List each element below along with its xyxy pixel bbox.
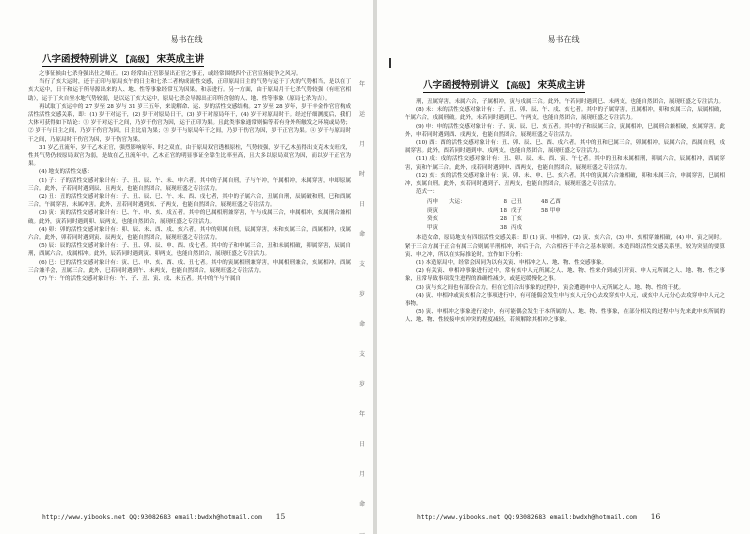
margin-mark: 岁 — [359, 291, 366, 298]
paragraph: 本造女命，原局地支有四组活性交感关系：即 (1) 寅、申相冲，(2) 寅、亥六合，(3) 申、亥相穿兼相破，(4) 申、寅之同时。紧于三合方属于正合有属三合则属半刑相冲，冲后于合，六合相容于半合之基本原则。本造四组活性交感关系里，较为突显的要算寅、申之冲，所以在实际推论时，宜作如下分析： — [405, 235, 725, 258]
left-page-number: 15 — [275, 512, 286, 521]
chart-row — [427, 207, 725, 216]
paragraph: (8) 未：未的活性交感对象计有：子、丑、卯、辰、午、戌、亥七者。其中的子属穿害，丑属相冲，卯和亥属三合，辰属相破，午属六合，戌属刑破。此外，未若同时遇到巳、午两支，也能自然团合，展现旺盛之专注活力。 — [405, 107, 725, 122]
paragraph: (4) 地支的活性交感： — [39, 169, 93, 176]
left-margin-annotations — [359, 70, 369, 550]
left-body-text — [28, 70, 351, 283]
luck-label-cell — [449, 207, 485, 216]
luck-pillar-cell — [541, 215, 571, 224]
pillar-cell: 丙申 — [427, 199, 439, 206]
paragraph: (3) 寅：寅的活性交感对象计有：巳、午、申、亥、戌五者。其中的巳属相刑兼穿害，午与戌属三合，申属相冲，亥属刑合兼相破。此外，寅若同时遇到卯、辰两支，也能自然团合，展现旺盛之专注活力。 — [28, 210, 351, 225]
margin-mark: 命 — [359, 231, 366, 238]
left-footer-url: http://www.yibooks.net QQ:93082683 email:bwdxh@hotmail.com — [42, 514, 262, 521]
luck-pillar-cell: 己丑 — [511, 199, 523, 206]
right-page — [377, 0, 750, 534]
paragraph: 之事征候由七杀身强出仕之师正。(2) 经常由正官影显出正官之事正，或经常围绕四个正官宣扬徒争之风习。 — [39, 71, 302, 77]
pillar-cell: 甲寅 — [427, 224, 439, 231]
scan-mark — [389, 58, 391, 68]
margin-mark: 命 — [359, 501, 366, 508]
right-lecture-banner — [423, 78, 585, 93]
pillar-cell: 癸亥 — [427, 216, 439, 223]
paragraph: (2) 有关寅、申相冲事象进行过中，常有亥中人元所属之人、地、物、性来介到或引开寅、申人元所属之人、地、物、性之事象，且常导致事项发生进程的准确性减少，或延迟缓慢化之事。 — [405, 268, 725, 283]
luck-age-cell: 38 — [500, 224, 507, 231]
luck-label-cell — [449, 215, 485, 224]
left-page — [0, 0, 373, 538]
paragraph: (5) 辰：辰的活性交感对象计有：子、丑、卯、辰、申、酉、戌七者。其中的子和申属三合，丑和未属相破，卯属穿害，辰属自刑，酉属六合，戌属相冲。此外，辰若同时遇到寅、卯两支，也能自然团合，展现旺盛之专注活力。 — [28, 243, 351, 258]
paragraph: (12) 亥：亥的活性交感对象计有：寅、卯、未、申、巳、亥六者。其中的寅属六合兼相破，卯和未属三合，申属穿害，巳属相冲，亥属自刑。此外，亥若同时遇到子、丑两支，也能自然团合，展现旺盛之专注活力。 — [405, 172, 725, 188]
margin-mark: 岁 — [359, 381, 366, 388]
paragraph: 当行了亥大运时，还于正印与原局亥午的日主和七杀二者构成流性交感，正印原局日主的气势与运于丁火的气势相当，是以在丁亥大运中，日干和运于所导源出来的人、地、性等事象经常互为因果，和亲进行。另一方面，由于原局月干七杀气势较强（有旺官相助），运于丁火自坐水地气势较弱，是以运丁亥大运中，原局七杀会导源出正印所含射的人、地、性等事象（原局七杀为吉）。 — [28, 79, 351, 102]
margin-mark: 年 — [359, 81, 366, 88]
right-page-header: 易书在线 — [547, 35, 580, 44]
margin-mark: 日 — [359, 441, 366, 448]
paragraph: (2) 丑：丑的活性交感对象计有：子、丑、辰、巳、午、未、酉、戌七者，其中的子属六合，丑属自刑，辰属破和刑，巳和酉属三合，午属穿害，未属冲害。此外，丑若同时遇到亥、子两支，也能自然团合，展现旺盛之专注活力。 — [28, 194, 351, 209]
margin-mark: 时 — [359, 171, 366, 178]
paragraph: 再试取丁亥运中的 27 岁至 28 岁与 31 岁三五年，来说解命、运、岁的活性交感结构。27 岁至 28 岁年，岁干辛金作官官构成活性活性交感关系，即：(1) 岁干对运干，(2) 岁干对原局日干，(3) 岁干对原局年干，(4) 岁干对原局时干。经过仔细测度后，我们大体可获得如下结论：① 岁干对运干之间，乃岁干伤官为因，运于正印为果。且此类事象通常则偏等若有身外所触发之环境或局势；② 岁干与日主之间，乃岁干伤官为因，日主比肩为果；③ 岁干与原局年干之间，乃岁干伤官为因，岁干正官为果。④ 岁干与原局时干之间，乃原局时干伤官为因，岁干伤官为果。 — [28, 103, 351, 143]
paragraph: (3) 寅与亥之间也有部份合力，但在它们合出事象的过程中，寅会遭遇申中人元所属之人、地、物、性的干扰。 — [416, 284, 685, 291]
right-body-text — [405, 98, 725, 325]
luck-pillar-cell: 丁亥 — [511, 216, 523, 223]
left-banner-level: 【高级】 — [121, 54, 154, 64]
margin-mark: 支 — [359, 261, 366, 268]
chart-row — [427, 224, 725, 233]
margin-mark: 支 — [359, 351, 366, 358]
margin-mark: 年 — [359, 411, 366, 418]
paragraph: (4) 卯：卯的活性交感对象计有：卯、辰、未、酉、戌、亥六者。其中的卯属自刑，辰属穿害，未和亥属三合，酉属相冲，戌属六合。此外，卯若同时遇到寅、辰两支，也能自然团合，展现旺盛之专注活力。 — [28, 226, 351, 242]
luck-pillar-cell: 丙戌 — [511, 224, 523, 231]
paragraph: 31 岁乙丑流年，岁干乙木正官，强烈影响原年、时之双直，由于原局双官透根原柱，气势较强，岁干乙木虽得出支克木支旺戊，性其气势仍较原局双官为弱，是故在乙丑流年中，乙木正官的明显事证全靠生比率至高，且大多以原局双官为因，而以岁干正官为果。 — [28, 144, 351, 168]
right-page-footer — [377, 512, 750, 521]
left-page-header: 易书在线 — [170, 35, 203, 44]
right-page-number: 16 — [650, 512, 661, 521]
paragraph: (10) 酉：酉的活性交感对象计有：丑、卯、辰、巳、酉、戌六者。其中的丑和巳属三合，卯属相冲，辰属六合，酉属自刑，戌属穿害。此外，酉若同时遇到申、戌两支，也能自然团合，展现旺盛之专注活力。 — [405, 140, 725, 155]
luck-age-cell: 8 — [503, 199, 507, 206]
paragraph: (6) 巳：巳的活性交感对象计有：寅、巳、申、亥、酉、戌、丑七者。其中的寅属相刑兼穿害，申属相刑兼合，亥属相冲。酉属三合兼半会，丑属三合。此外，巳若同时遇到午、未两支，也能自然团合，展现旺盛之专注活力。 — [28, 259, 351, 274]
margin-mark: 日 — [359, 201, 366, 208]
luck-pillar-cell: 戊子 — [511, 207, 523, 214]
margin-mark: 月 — [359, 141, 366, 148]
chart-row — [427, 215, 725, 224]
paragraph: 刑，丑属穿害，未属六合，子属相冲，寅与戌属三合。此外，午若同时遇到巳、未两支，也能自然团合，展现旺盛之专注活力。 — [416, 99, 725, 105]
margin-mark: 一 — [359, 531, 366, 538]
chart-row — [427, 198, 725, 207]
bazi-chart — [427, 198, 725, 232]
luck-age-cell: 18 — [500, 207, 507, 214]
pillar-cell: 庚寅 — [427, 207, 439, 214]
paragraph: (9) 申：申的活性交感对象计有：子、寅、辰、巳、亥五者。其中的子和辰属三合，寅属相冲，巳属刑合兼相破，亥属穿害。此外，申若同时遇到酉、戌两支，也能自然团合，展现旺盛之专注活力。 — [405, 123, 725, 138]
left-page-footer — [0, 512, 373, 521]
left-banner-title: 八字函授特别讲义 — [42, 54, 119, 65]
paragraph: 范式一： — [416, 189, 439, 196]
paragraph: (7) 午：午的活性交感对象计有：午、子、丑、寅、戌、未五者。其中的午与午属自 — [39, 276, 242, 283]
right-banner-author: 宋英成主讲 — [537, 80, 586, 91]
right-banner-title: 八字函授特别讲义 — [423, 80, 500, 91]
right-banner-level: 【高级】 — [502, 80, 535, 90]
paragraph: (5) 寅、申相冲之事象进行途中，有可能偶会发生于本所属的人、地、物、性事象，在部分相关的过程中与先来此申亥所属的人、地、物、性较接申亥冲突的程度减轻，若须解除其相冲之事象。 — [405, 309, 725, 324]
left-lecture-banner — [42, 52, 204, 67]
paragraph: (11) 戌：戌的活性交感对象计有：丑、卯、辰、未、酉、寅、午七者。其中的丑和未属相刑，卯属六合，辰属相冲，酉属穿害，寅和午属三合。此外，戌若同时遇到申、酉两支，也能自然团合，展现旺盛之专注活力。 — [405, 156, 725, 171]
luck-pillar-cell — [541, 224, 571, 233]
luck-label-cell — [449, 224, 485, 233]
paragraph: (1) 本造原局中，经常会因同为以有关寅、申相冲之人、地、物、性交感事象。 — [416, 260, 608, 267]
margin-mark: 月 — [359, 471, 366, 478]
luck-age-cell: 28 — [500, 216, 507, 223]
luck-label-cell: 大运： — [449, 199, 466, 206]
margin-mark: 运 — [359, 111, 366, 118]
right-footer-url: http://www.yibooks.net QQ:93082683 email:bwdxh@hotmail.com — [417, 514, 637, 521]
paragraph: (4) 寅、申相冲或寅亥相合之事项进行中，有可能偶会发生申与亥人元分心去攻穿亥中人元，或亥中人元分心去攻穿申中人元之事物。 — [405, 292, 725, 308]
margin-mark: 命 — [359, 321, 366, 328]
left-banner-author: 宋英成主讲 — [156, 54, 205, 65]
luck-pillar-cell: 58 甲申 — [541, 207, 561, 214]
paragraph: (1) 子：子的活性交感对象计有：子、丑、辰、午、未、申六者。其中的子属自刑，子与午冲，午属相冲，未属穿害，申却原属三合。此外，子若同时遇到辰、且两支，也能自然团合，展现旺盛之专注活力。 — [28, 177, 351, 192]
luck-pillar-cell: 48 乙酉 — [541, 199, 561, 206]
